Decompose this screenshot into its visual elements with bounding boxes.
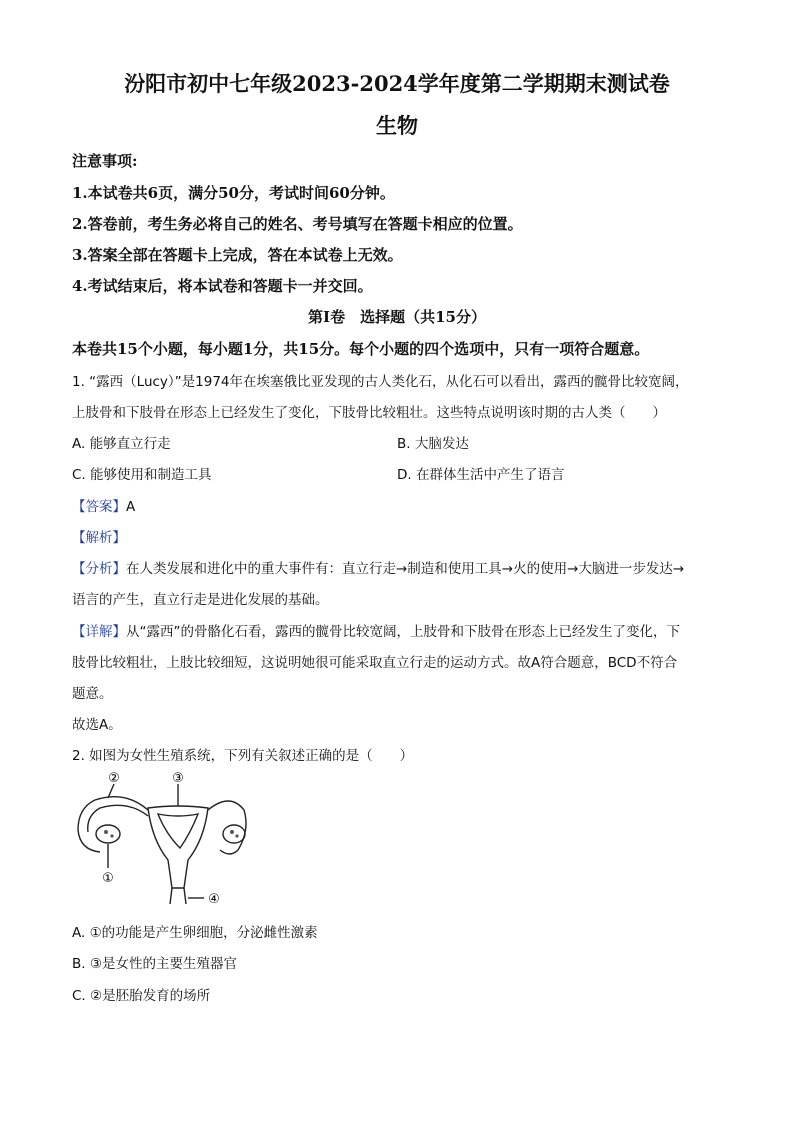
q2-option-b: B. ③是女性的主要生殖器官 <box>72 956 237 972</box>
q1-xiangjie-line3: 题意。 <box>72 686 113 702</box>
q1-conclusion: 故选A。 <box>72 717 122 733</box>
q1-answer <box>72 495 135 515</box>
section-heading: 第Ⅰ卷 选择题（共15分） <box>308 308 486 326</box>
female-reproductive-diagram <box>70 770 250 910</box>
q1-fenxi-line2: 语言的产生，直立行走是进化发展的基础。 <box>72 592 329 608</box>
answer-value: A <box>126 499 136 515</box>
vagina <box>170 888 186 904</box>
xiangjie-text-1: 从“露西”的骨骼化石看，露西的髋骨比较宽阔，上肢骨和下肢骨在形态上已经发生了变化，下 <box>126 624 680 640</box>
leader-2 <box>108 784 114 798</box>
q1-xiangjie-line1 <box>72 620 680 640</box>
analysis-tag: 【解析】 <box>72 530 126 546</box>
q1-fenxi-line1 <box>72 557 684 577</box>
fenxi-tag: 【分析】 <box>72 561 126 577</box>
q1-analysis-tag <box>72 526 126 546</box>
label-3: ③ <box>172 771 184 786</box>
q1-option-a: A. 能够直立行走 <box>72 436 171 452</box>
answer-tag: 【答案】 <box>72 499 126 515</box>
q1-stem-line1: 1. “露西（Lucy）”是1974年在埃塞俄比亚发现的古人类化石，从化石可以看出，露西的髋骨比较宽阔， <box>72 374 689 390</box>
q1-xiangjie-line2: 肢骨比较粗壮，上肢比较细短，这说明她很可能采取直立行走的运动方式。故A符合题意，BCD不符合 <box>72 655 678 671</box>
right-ovary <box>223 825 245 843</box>
uterus-cavity <box>158 814 198 848</box>
exam-title: 汾阳市初中七年级2023-2024学年度第二学期期末测试卷 <box>124 71 670 96</box>
label-4: ④ <box>208 892 220 907</box>
xiangjie-tag: 【详解】 <box>72 624 126 640</box>
q2-option-c: C. ②是胚胎发育的场所 <box>72 988 211 1004</box>
q1-option-c: C. 能够使用和制造工具 <box>72 467 212 483</box>
q2-stem: 2. 如图为女性生殖系统，下列有关叙述正确的是（ ） <box>72 748 414 764</box>
section-instruction: 本卷共15个小题，每小题1分，共15分。每个小题的四个选项中，只有一项符合题意。 <box>72 340 650 358</box>
q1-option-b: B. 大脑发达 <box>397 436 469 452</box>
q1-stem-line2: 上肢骨和下肢骨在形态上已经发生了变化，下肢骨比较粗壮。这些特点说明该时期的古人类（ ） <box>72 405 666 421</box>
left-ovary <box>96 825 120 843</box>
notice-item-2: 2.答卷前，考生务必将自己的姓名、考号填写在答题卡相应的位置。 <box>72 215 523 233</box>
q2-option-a: A. ①的功能是产生卵细胞，分泌雌性激素 <box>72 925 318 941</box>
subject-title: 生物 <box>376 113 418 138</box>
notice-item-4: 4.考试结束后，将本试卷和答题卡一并交回。 <box>72 277 373 295</box>
notice-item-3: 3.答案全部在答题卡上完成，答在本试卷上无效。 <box>72 246 403 264</box>
label-1: ① <box>102 871 114 886</box>
fenxi-text-1: 在人类发展和进化中的重大事件有：直立行走→制造和使用工具→火的使用→大脑进一步发达→ <box>126 561 685 577</box>
label-2: ② <box>108 771 120 786</box>
uterus-shape <box>148 806 208 888</box>
notice-item-1: 1.本试卷共6页，满分50分，考试时间60分钟。 <box>72 184 395 202</box>
notice-heading: 注意事项: <box>72 152 138 170</box>
q1-option-d: D. 在群体生活中产生了语言 <box>397 467 565 483</box>
